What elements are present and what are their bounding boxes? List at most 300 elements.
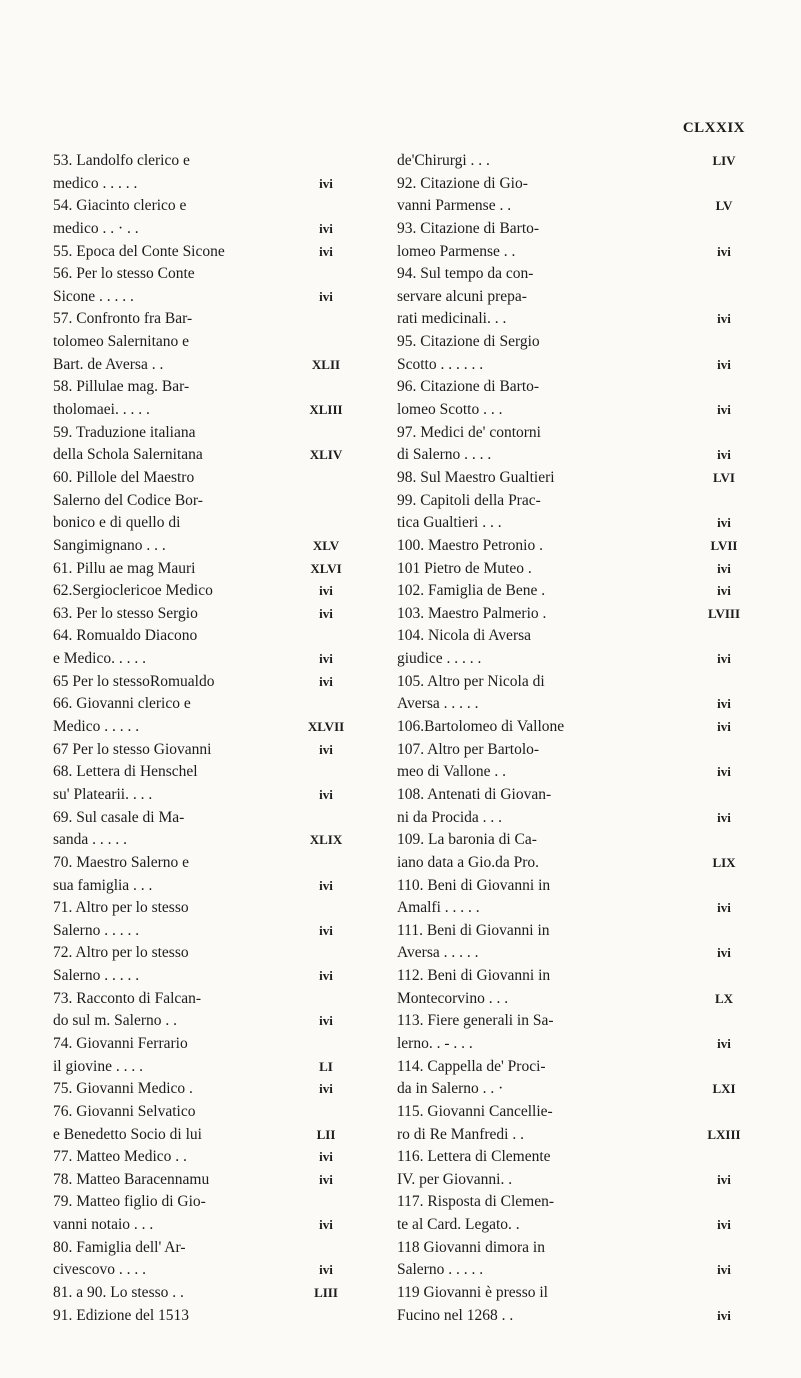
index-entry	[53, 1237, 348, 1260]
index-entry	[53, 1259, 348, 1282]
index-entry	[53, 1124, 348, 1147]
entry-title: 58. Pillulae mag. Bar-	[53, 378, 190, 396]
index-entry	[53, 195, 348, 218]
page-header: CLXXIX	[682, 120, 745, 136]
entry-page	[699, 1010, 749, 1033]
index-entry	[53, 1169, 348, 1192]
entry-title: tolomeo Salernitano e	[53, 333, 190, 351]
index-entry	[53, 354, 348, 377]
entry-page: ivi	[717, 1217, 731, 1233]
entry-title: 55. Epoca del Conte Sicone	[53, 242, 225, 260]
index-entry	[397, 716, 749, 739]
entry-title: Medico . . . . .	[53, 718, 140, 736]
entry-title: 75. Giovanni Medico .	[53, 1080, 193, 1098]
index-entry	[397, 648, 749, 671]
index-entry	[397, 603, 749, 626]
entry-title: bonico e di quello di	[53, 514, 181, 532]
entry-page	[699, 739, 749, 762]
index-entry	[53, 1214, 348, 1237]
entry-page: LVII	[710, 537, 738, 553]
entry-page	[699, 1101, 749, 1124]
index-entry	[397, 784, 749, 807]
entry-title: tholomaei. . . . .	[53, 401, 150, 419]
entry-title: iano data a Gio.da Pro.	[397, 853, 540, 871]
entry-page	[699, 1146, 749, 1169]
index-entry	[53, 1101, 348, 1124]
index-entry	[397, 399, 749, 422]
entry-page	[304, 988, 348, 1011]
index-entry	[397, 1214, 749, 1237]
entry-page	[304, 376, 348, 399]
index-entry	[53, 625, 348, 648]
entry-page: LVI	[713, 469, 735, 485]
entry-title: 117. Risposta di Clemen-	[397, 1193, 554, 1211]
entry-title: sua famiglia . . .	[53, 876, 153, 894]
entry-title: da in Salerno . . ·	[397, 1080, 504, 1098]
index-entry	[397, 671, 749, 694]
entry-page	[699, 286, 749, 309]
entry-page: ivi	[319, 605, 333, 621]
entry-title: 103. Maestro Palmerio .	[397, 604, 547, 622]
entry-page	[304, 512, 348, 535]
entry-page: ivi	[717, 809, 731, 825]
entry-title: 73. Racconto di Falcan-	[53, 989, 202, 1007]
entry-title: 68. Lettera di Henschel	[53, 763, 198, 781]
index-entry	[53, 942, 348, 965]
entry-page: LIV	[712, 153, 736, 168]
index-entry	[397, 376, 749, 399]
entry-title: 93. Citazione di Barto-	[397, 219, 540, 237]
index-entry	[53, 150, 348, 173]
entry-page: ivi	[717, 945, 731, 961]
index-entry	[397, 1078, 749, 1101]
entry-title: 63. Per lo stesso Sergio	[53, 604, 198, 622]
entry-title: 104. Nicola di Aversa	[397, 627, 532, 645]
entry-page: ivi	[717, 243, 731, 259]
entry-title: 94. Sul tempo da con-	[397, 265, 534, 283]
entry-page: LX	[714, 990, 734, 1006]
index-entry	[53, 376, 348, 399]
index-entry	[53, 1056, 348, 1079]
entry-title: Salerno . . . . .	[53, 967, 140, 985]
index-entry	[53, 444, 348, 467]
entry-title: 118 Giovanni dimora in	[397, 1238, 545, 1256]
entry-title: 67 Per lo stesso Giovanni	[53, 740, 212, 758]
entry-page	[699, 965, 749, 988]
entry-page	[304, 150, 348, 173]
entry-page	[699, 784, 749, 807]
entry-title: meo di Vallone . .	[397, 763, 507, 781]
entry-title: vanni Parmense . .	[397, 197, 512, 215]
index-entry	[397, 218, 749, 241]
index-entry	[53, 173, 348, 196]
index-entry	[397, 739, 749, 762]
entry-title: 116. Lettera di Clemente	[397, 1148, 551, 1166]
entry-page: ivi	[319, 673, 333, 689]
index-entry	[397, 263, 749, 286]
entry-page: XLIII	[309, 402, 343, 418]
entry-page: ivi	[319, 922, 333, 938]
index-column-left	[53, 150, 348, 1327]
entry-page	[304, 852, 348, 875]
index-entry	[53, 988, 348, 1011]
index-entry	[53, 331, 348, 354]
index-entry	[53, 467, 348, 490]
entry-title: 57. Confronto fra Bar-	[53, 310, 193, 328]
index-entry	[53, 535, 348, 558]
index-entry	[53, 1010, 348, 1033]
entry-page: XLIV	[309, 447, 343, 463]
entry-title: Salerno . . . . .	[397, 1261, 484, 1279]
entry-title: 101 Pietro de Muteo .	[397, 559, 532, 577]
index-entry	[53, 263, 348, 286]
entry-title: 100. Maestro Petronio .	[397, 536, 543, 554]
index-entry	[53, 852, 348, 875]
entry-title: 61. Pillu ae mag Mauri	[53, 559, 196, 577]
entry-page: ivi	[717, 719, 731, 735]
entry-page	[699, 490, 749, 513]
index-entry	[397, 195, 749, 218]
index-entry	[53, 1282, 348, 1305]
entry-title: 81. a 90. Lo stesso . .	[53, 1284, 184, 1302]
index-entry	[397, 490, 749, 513]
entry-page	[304, 1305, 348, 1328]
entry-page	[699, 1237, 749, 1260]
entry-page: LXI	[712, 1081, 736, 1097]
entry-title: 115. Giovanni Cancellie-	[397, 1102, 553, 1120]
entry-title: servare alcuni prepa-	[397, 287, 527, 305]
entry-title: 108. Antenati di Giovan-	[397, 785, 552, 803]
index-entry	[53, 218, 348, 241]
index-entry	[397, 1282, 749, 1305]
entry-title: sanda . . . . .	[53, 831, 128, 849]
index-entry	[397, 241, 749, 264]
entry-page: ivi	[319, 220, 333, 236]
entry-title: rati medicinali. . .	[397, 310, 507, 328]
entry-title: il giovine . . . .	[53, 1057, 143, 1075]
entry-title: 69. Sul casale di Ma-	[53, 808, 185, 826]
index-entry	[397, 1124, 749, 1147]
entry-page	[304, 1101, 348, 1124]
index-entry	[397, 1146, 749, 1169]
entry-title: 114. Cappella de' Proci-	[397, 1057, 546, 1075]
entry-title: 74. Giovanni Ferrario	[53, 1034, 188, 1052]
entry-title: tica Gualtieri . . .	[397, 514, 502, 532]
index-entry	[53, 716, 348, 739]
entry-title: 106.Bartolomeo di Vallone	[397, 718, 565, 736]
entry-title: Salerno . . . . .	[53, 921, 140, 939]
entry-page	[304, 897, 348, 920]
entry-page: LV	[715, 198, 733, 214]
entry-page	[304, 1033, 348, 1056]
entry-title: 119 Giovanni è presso il	[397, 1284, 548, 1302]
entry-page	[304, 195, 348, 218]
entry-title: 53. Landolfo clerico e	[53, 152, 190, 169]
index-entry	[397, 331, 749, 354]
entry-title: 92. Citazione di Gio-	[397, 174, 528, 192]
entry-title: Montecorvino . . .	[397, 989, 509, 1007]
entry-page: XLII	[311, 356, 341, 372]
entry-page: ivi	[717, 1171, 731, 1187]
entry-title: 78. Matteo Baracennamu	[53, 1170, 210, 1188]
entry-page: ivi	[717, 900, 731, 916]
entry-page: LIII	[314, 1285, 338, 1301]
index-entry	[53, 241, 348, 264]
entry-page: ivi	[717, 696, 731, 712]
entry-title: 56. Per lo stesso Conte	[53, 265, 195, 283]
entry-page: XLVI	[310, 560, 342, 576]
entry-page	[304, 263, 348, 286]
entry-page: XLVII	[307, 719, 345, 735]
entry-title: IV. per Giovanni. .	[397, 1170, 513, 1188]
entry-title: ro di Re Manfredi . .	[397, 1125, 524, 1143]
index-entry	[397, 558, 749, 581]
index-entry	[53, 286, 348, 309]
entry-page: LVIII	[707, 605, 741, 621]
index-entry	[53, 490, 348, 513]
entry-title: 70. Maestro Salerno e	[53, 853, 190, 871]
entry-title: lerno. . - . . .	[397, 1034, 473, 1052]
index-entry	[53, 920, 348, 943]
entry-page: ivi	[717, 651, 731, 667]
index-entry	[53, 1146, 348, 1169]
entry-page	[304, 807, 348, 830]
entry-title: 60. Pillole del Maestro	[53, 468, 195, 486]
entry-page	[304, 625, 348, 648]
index-entry	[53, 1078, 348, 1101]
entry-title: 66. Giovanni clerico e	[53, 695, 191, 713]
entry-page: ivi	[319, 1217, 333, 1233]
entry-page	[699, 1191, 749, 1214]
entry-page: ivi	[319, 288, 333, 304]
entry-title: 107. Altro per Bartolo-	[397, 740, 540, 758]
index-entry	[397, 354, 749, 377]
entry-page: ivi	[717, 1307, 731, 1323]
index-entry	[397, 150, 749, 173]
entry-title: Sicone . . . . .	[53, 287, 134, 305]
index-entry	[397, 875, 749, 898]
entry-title: de'Chirurgi . . .	[397, 152, 490, 169]
entry-title: Scotto . . . . . .	[397, 355, 484, 373]
entry-page: ivi	[319, 968, 333, 984]
entry-title: della Schola Salernitana	[53, 446, 203, 464]
entry-page: ivi	[319, 741, 333, 757]
entry-title: 111. Beni di Giovanni in	[397, 921, 550, 939]
index-entry	[397, 1305, 749, 1328]
index-entry	[53, 761, 348, 784]
entry-page	[699, 331, 749, 354]
entry-page: ivi	[717, 402, 731, 418]
index-entry	[397, 1169, 749, 1192]
entry-title: 98. Sul Maestro Gualtieri	[397, 468, 555, 486]
index-entry	[397, 173, 749, 196]
entry-title: 112. Beni di Giovanni in	[397, 967, 551, 985]
entry-title: te al Card. Legato. .	[397, 1216, 520, 1234]
entry-page	[699, 218, 749, 241]
entry-page	[699, 875, 749, 898]
entry-title: vanni notaio . . .	[53, 1216, 154, 1234]
index-entry	[397, 897, 749, 920]
index-entry	[53, 897, 348, 920]
entry-title: 79. Matteo figlio di Gio-	[53, 1193, 206, 1211]
entry-title: Aversa . . . . .	[397, 944, 479, 962]
entry-page: ivi	[319, 583, 333, 599]
entry-page	[699, 920, 749, 943]
entry-page	[304, 1237, 348, 1260]
entry-page	[304, 490, 348, 513]
entry-page: ivi	[319, 1013, 333, 1029]
index-entry	[53, 965, 348, 988]
entry-page: ivi	[319, 786, 333, 802]
index-entry	[53, 558, 348, 581]
entry-page: ivi	[717, 764, 731, 780]
entry-title: 96. Citazione di Barto-	[397, 378, 540, 396]
index-entry	[397, 625, 749, 648]
entry-title: 77. Matteo Medico . .	[53, 1148, 187, 1166]
index-entry	[397, 1056, 749, 1079]
index-entry	[53, 603, 348, 626]
entry-title: 105. Altro per Nicola di	[397, 672, 545, 690]
entry-title: medico . . . . .	[53, 174, 138, 192]
entry-page	[304, 761, 348, 784]
entry-page: ivi	[319, 1171, 333, 1187]
entry-page: XLIX	[309, 832, 343, 848]
entry-page: LI	[319, 1058, 333, 1074]
index-entry	[397, 512, 749, 535]
entry-page: XLV	[312, 537, 340, 553]
index-entry	[397, 1010, 749, 1033]
entry-page: ivi	[319, 1149, 333, 1165]
index-entry	[397, 286, 749, 309]
entry-page	[304, 1191, 348, 1214]
entry-title: 64. Romualdo Diacono	[53, 627, 198, 645]
entry-page: ivi	[319, 1081, 333, 1097]
entry-title: 99. Capitoli della Prac-	[397, 491, 541, 509]
index-entry	[397, 852, 749, 875]
index-entry	[397, 444, 749, 467]
entry-title: lomeo Scotto . . .	[397, 401, 503, 419]
entry-title: ni da Procida . . .	[397, 808, 503, 826]
index-entry	[397, 693, 749, 716]
index-entry	[53, 648, 348, 671]
entry-title: 76. Giovanni Selvatico	[53, 1102, 196, 1120]
index-entry	[53, 512, 348, 535]
entry-title: medico . . · . .	[53, 219, 139, 237]
entry-page	[304, 331, 348, 354]
entry-page: ivi	[717, 1035, 731, 1051]
entry-title: civescovo . . . .	[53, 1261, 146, 1279]
entry-title: 110. Beni di Giovanni in	[397, 876, 551, 894]
entry-page	[304, 942, 348, 965]
entry-title: 59. Traduzione italiana	[53, 423, 196, 441]
index-entry	[53, 693, 348, 716]
entry-title: 80. Famiglia dell' Ar-	[53, 1238, 186, 1256]
entry-page: ivi	[717, 560, 731, 576]
entry-page: ivi	[319, 877, 333, 893]
entry-page: ivi	[319, 1262, 333, 1278]
index-entry	[397, 308, 749, 331]
entry-title: 109. La baronia di Ca-	[397, 831, 537, 849]
index-entry	[397, 1191, 749, 1214]
entry-page: ivi	[319, 651, 333, 667]
entry-page: LII	[316, 1126, 336, 1142]
entry-page: ivi	[717, 447, 731, 463]
entry-title: Sangimignano . . .	[53, 536, 166, 554]
index-entry	[53, 875, 348, 898]
index-entry	[53, 580, 348, 603]
index-entry	[397, 467, 749, 490]
index-entry	[53, 1305, 348, 1328]
entry-page: LIX	[712, 854, 736, 870]
entry-page	[304, 422, 348, 445]
entry-page	[699, 173, 749, 196]
entry-title: su' Platearii. . . .	[53, 785, 153, 803]
index-entry	[397, 829, 749, 852]
index-entry	[397, 942, 749, 965]
index-entry	[397, 988, 749, 1011]
index-entry	[53, 739, 348, 762]
entry-page	[699, 422, 749, 445]
index-entry	[397, 965, 749, 988]
entry-title: giudice . . . . .	[397, 650, 482, 668]
index-column-right	[397, 150, 749, 1327]
entry-title: di Salerno . . . .	[397, 446, 492, 464]
index-entry	[397, 1237, 749, 1260]
index-entry	[397, 580, 749, 603]
entry-page: ivi	[717, 311, 731, 327]
entry-page	[304, 467, 348, 490]
entry-page: ivi	[717, 583, 731, 599]
entry-page: LXIII	[707, 1126, 741, 1142]
index-entry	[397, 920, 749, 943]
entry-page	[699, 1056, 749, 1079]
entry-page	[699, 829, 749, 852]
index-entry	[397, 422, 749, 445]
entry-title: Salerno del Codice Bor-	[53, 491, 203, 509]
index-entry	[397, 1033, 749, 1056]
entry-title: Amalfi . . . . .	[397, 899, 480, 917]
entry-page	[699, 1282, 749, 1305]
index-entry	[53, 1191, 348, 1214]
entry-title: 95. Citazione di Sergio	[397, 333, 540, 351]
entry-page: ivi	[717, 356, 731, 372]
index-entry	[53, 829, 348, 852]
entry-title: 102. Famiglia de Bene .	[397, 582, 546, 600]
entry-page	[699, 625, 749, 648]
entry-page: ivi	[717, 515, 731, 531]
entry-title: Bart. de Aversa . .	[53, 355, 164, 373]
entry-title: 65 Per lo stessoRomualdo	[53, 672, 215, 690]
index-entry	[397, 761, 749, 784]
index-entry	[397, 807, 749, 830]
entry-page	[304, 693, 348, 716]
index-entry	[53, 784, 348, 807]
entry-title: do sul m. Salerno . .	[53, 1012, 177, 1030]
index-entry	[53, 422, 348, 445]
entry-title: 91. Edizione del 1513	[53, 1306, 190, 1324]
entry-page	[699, 376, 749, 399]
entry-title: 113. Fiere generali in Sa-	[397, 1012, 554, 1030]
entry-page	[304, 308, 348, 331]
entry-title: Aversa . . . . .	[397, 695, 479, 713]
entry-title: 62.Sergioclericoe Medico	[53, 582, 213, 600]
index-entry	[53, 807, 348, 830]
entry-title: 71. Altro per lo stesso	[53, 899, 189, 917]
index-entry	[53, 308, 348, 331]
entry-title: 97. Medici de' contorni	[397, 423, 541, 441]
index-entry	[397, 535, 749, 558]
index-entry	[397, 1101, 749, 1124]
